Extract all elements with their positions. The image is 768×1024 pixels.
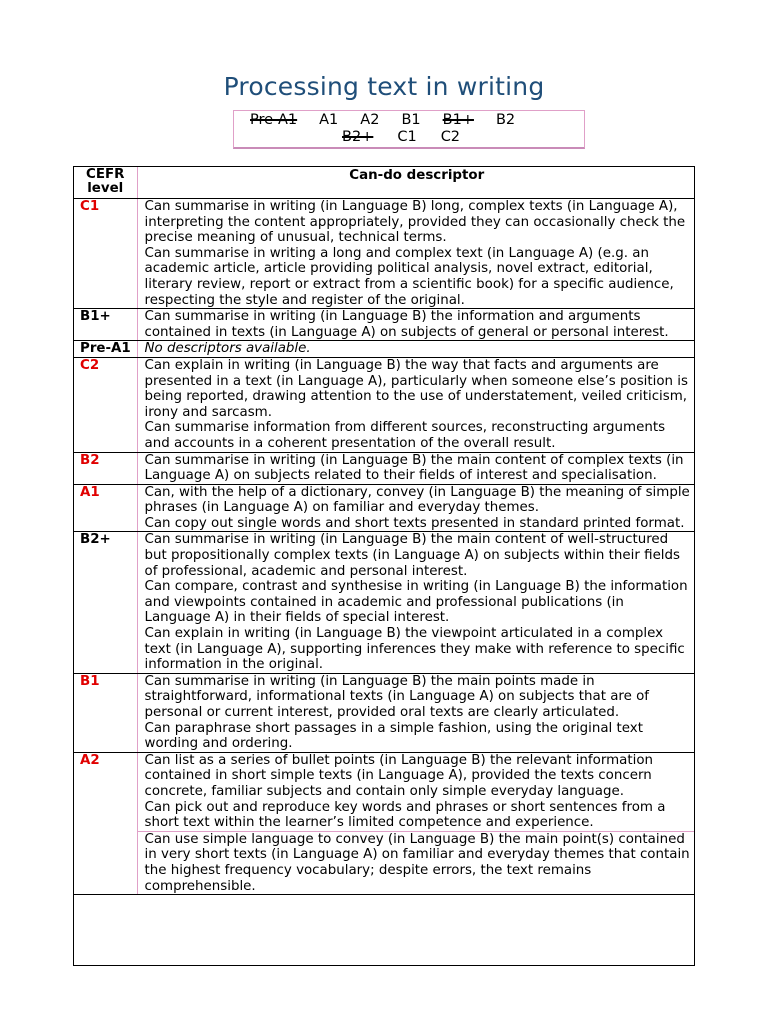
row-descriptor [137, 484, 695, 532]
row-level: C2 [74, 357, 137, 452]
table-row [74, 532, 695, 673]
row-level: C1 [74, 199, 137, 309]
level-b2-plus: B2+ [342, 129, 374, 145]
level-b2: B2 [495, 112, 516, 128]
row-descriptor [137, 673, 695, 752]
row-descriptor [137, 199, 695, 309]
cefr-levels-box [233, 110, 585, 149]
descriptor-text: text (in Language A), supporting inferences they make with reference to specific information in the original. [144, 641, 685, 673]
descriptor-text: Can summarise in writing (in Language B) long, complex texts (in Language A), interpreting the content appropriately, provided they can occasionally check the precise meaning of unusual, technical terms. [144, 199, 686, 246]
descriptor-text: Can summarise in writing (in Language B) the information and arguments contained in texts (in Language A) on subjects of general or personal interest. [144, 309, 669, 340]
descriptor-text: Can copy out single words and short texts presented in standard printed format. [144, 515, 685, 531]
descriptor-text: Can summarise information from different sources, reconstructing arguments and accounts in a coherent presentation of the overall result. [144, 420, 666, 451]
row-descriptor [137, 831, 695, 894]
levels-row-1 [250, 112, 537, 128]
header-cefr-level: CEFR level [74, 167, 137, 199]
row-level: B1 [74, 673, 137, 752]
descriptor-text: Can summarise in writing (in Language B) the main content of well-structured but propositionally complex texts (in Language A) on subjects within their fields of professional, academic and personal interest. [144, 532, 681, 579]
row-level: A1 [74, 484, 137, 532]
level-c1: C1 [397, 129, 417, 145]
header-can-do-descriptor: Can-do descriptor [137, 167, 695, 199]
table-row [74, 452, 695, 484]
descriptor-text: Can summarise in writing (in Language B) the main content of complex texts (in [144, 452, 684, 468]
row-descriptor [137, 532, 695, 673]
descriptor-text: Language A) on subjects related to their fields of interest and specialisation. [144, 468, 657, 484]
table-row [74, 484, 695, 532]
row-level [74, 831, 137, 894]
table-row [74, 752, 695, 831]
page-title: Processing text in writing [223, 72, 545, 101]
row-descriptor [137, 309, 695, 341]
descriptor-table [73, 166, 695, 966]
row-level: A2 [74, 752, 137, 831]
descriptor-text: Can summarise in writing a long and complex text (in Language A) (e.g. an academic article, article providing political analysis, novel extract, editorial, literary review, report or extract from a scientific book) for a specific audience, respecting the style and register of the original. [144, 245, 674, 308]
level-a1: A1 [319, 112, 339, 128]
level-pre-a1: Pre-A1 [250, 112, 298, 128]
table-row [74, 309, 695, 341]
table-row [74, 341, 695, 358]
row-level: B2+ [74, 532, 137, 673]
row-level: B2 [74, 452, 137, 484]
descriptor-text: Can pick out and reproduce key words and phrases or short sentences from a short text within the learner’s limited competence and experience. [144, 799, 666, 831]
table-row [74, 831, 695, 894]
descriptor-text: Can, with the help of a dictionary, convey (in Language B) the meaning of simple [144, 484, 690, 500]
row-level: B1+ [74, 309, 137, 341]
table-row [74, 357, 695, 452]
level-b1: B1 [401, 112, 421, 128]
descriptor-text: Can explain in writing (in Language B) the viewpoint articulated in a complex [144, 626, 664, 642]
row-descriptor [137, 452, 695, 484]
level-c2: C2 [440, 129, 461, 145]
descriptor-text: Can explain in writing (in Language B) the way that facts and arguments are presented in a text (in Language A), particularly when someone else’s position is being reported, drawing attention to the use of understatement, veiled criticism, irony and sarcasm. [144, 357, 688, 420]
level-a2: A2 [360, 112, 380, 128]
descriptor-text: and viewpoints contained in academic and professional publications (in Language A) in their fields of special interest. [144, 594, 624, 626]
descriptor-text: No descriptors available. [144, 341, 311, 357]
row-level: Pre-A1 [74, 341, 137, 358]
row-descriptor [137, 357, 695, 452]
level-b1-plus: B1+ [442, 112, 474, 128]
levels-row-2 [342, 129, 484, 145]
descriptor-text: Can use simple language to convey (in Language B) the main point(s) contained in very short texts (in Language A) on familiar and everyday themes that contain the highest frequency vocabulary; despite errors, the text remains comprehensible. [144, 831, 690, 894]
descriptor-text: phrases (in Language A) on familiar and everyday themes. [144, 500, 540, 516]
descriptor-text: Can paraphrase short passages in a simple fashion, using the original text wording and ordering. [144, 720, 643, 752]
descriptor-text: Can compare, contrast and synthesise in writing (in Language B) the information [144, 579, 688, 595]
descriptor-text: Can summarise in writing (in Language B) the main points made in straightforward, informational texts (in Language A) on subjects that are of personal or current interest, provided oral texts are clearly articulated. [144, 673, 650, 720]
row-descriptor [137, 341, 695, 358]
table-row [74, 199, 695, 309]
table-row [74, 673, 695, 752]
descriptor-text: Can list as a series of bullet points (in Language B) the relevant information contained in short simple texts (in Language A), provided the texts concern concrete, familiar subjects and contain only simple everyday language. [144, 752, 653, 799]
row-descriptor [137, 752, 695, 831]
